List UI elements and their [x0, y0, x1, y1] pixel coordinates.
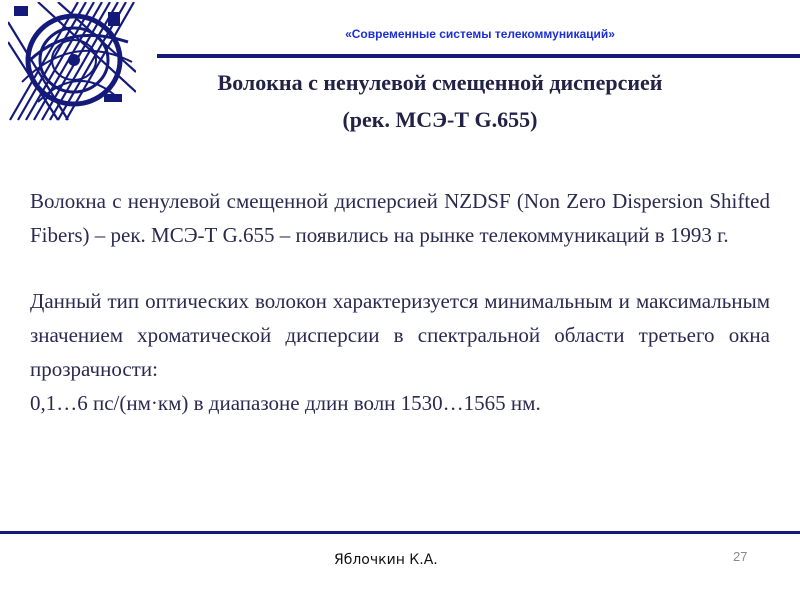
slide-body [30, 184, 770, 420]
fiber-logo-icon [8, 2, 136, 122]
page-number: 27 [733, 549, 748, 564]
slide-title-line-2: (рек. МСЭ-Т G.655) [342, 107, 538, 132]
author-name: Яблочкин К.А. [334, 552, 438, 568]
paragraph-dispersion-values: 0,1…6 пс/(нм·км) в диапазоне длин волн 1530…1565 нм. [30, 391, 541, 415]
slide-title-line-1: Волокна с ненулевой смещенной дисперсией [217, 70, 663, 95]
footer-divider [0, 531, 800, 534]
paragraph-dispersion-description: Данный тип оптических волокон характеризуется минимальным и максимальным значением хроматической дисперсии в спектральной области третьего окна прозрачности: [30, 289, 770, 381]
header-divider [157, 54, 800, 58]
paragraph-nzdsf-intro: Волокна с ненулевой смещенной дисперсией NZDSF (Non Zero Dispersion Shifted Fibers) – рек. МСЭ-Т G.655 – появились на рынке телекоммуникаций в 1993 г. [30, 189, 770, 247]
slide-title [150, 64, 730, 138]
course-title: «Современные системы телекоммуникаций» [345, 27, 615, 41]
